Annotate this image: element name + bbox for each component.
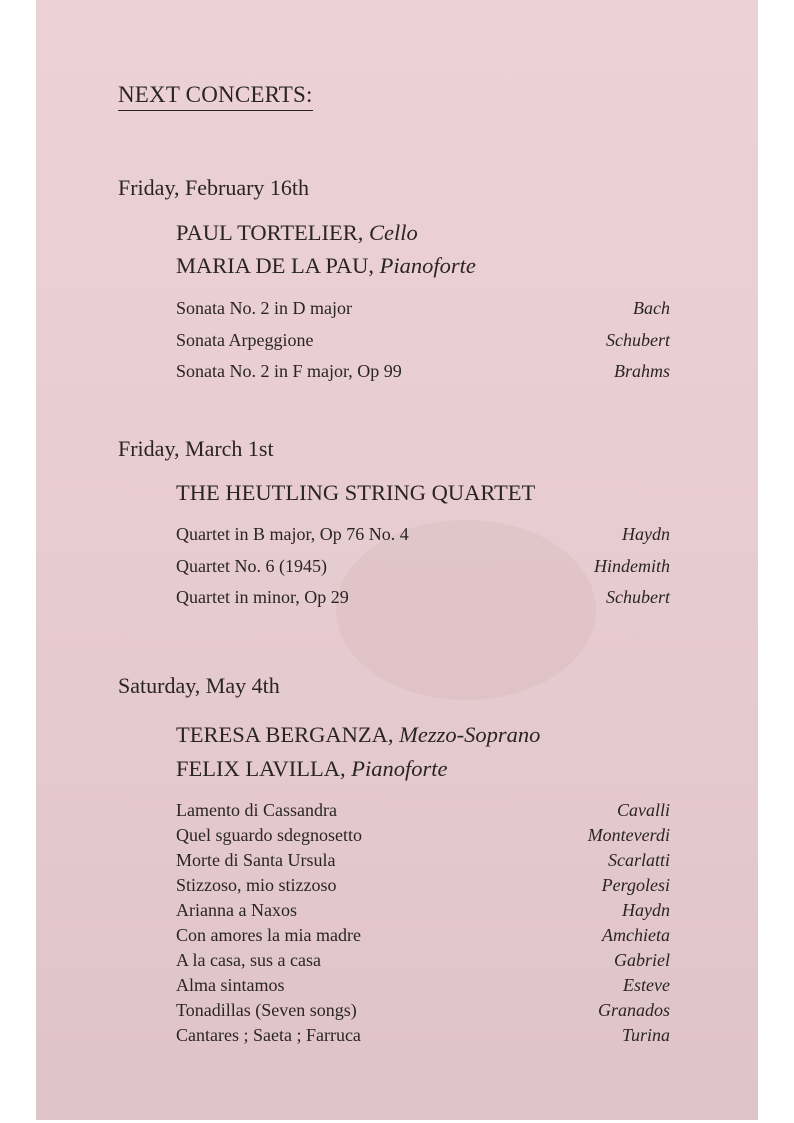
piece-title: Stizzoso, mio stizzoso	[176, 875, 337, 895]
program-row	[176, 950, 670, 975]
piece-title: Quel sguardo sdegnosetto	[176, 825, 362, 845]
performer-name: FELIX LAVILLA,	[176, 756, 352, 781]
program-row	[176, 800, 670, 825]
program-row	[176, 361, 670, 393]
piece-title: Con amores la mia madre	[176, 925, 361, 945]
program-row	[176, 524, 670, 556]
performer-line	[176, 722, 540, 748]
composer-name: Hindemith	[594, 555, 670, 576]
performer-name: PAUL TORTELIER,	[176, 220, 370, 245]
performer-line	[176, 480, 535, 506]
piece-title: Quartet No. 6 (1945)	[176, 555, 327, 576]
piece-title: Morte di Santa Ursula	[176, 850, 336, 870]
composer-name: Amchieta	[602, 925, 670, 945]
program-list	[176, 298, 670, 393]
piece-title: Sonata No. 2 in D major	[176, 298, 352, 318]
program-row	[176, 900, 670, 925]
performer-instrument: Mezzo-Soprano	[399, 722, 541, 747]
composer-name: Granados	[597, 1000, 670, 1020]
program-row	[176, 1025, 670, 1050]
performer-line	[176, 220, 418, 246]
performer-instrument: Pianoforte	[351, 756, 448, 781]
program-row	[176, 1000, 670, 1025]
piece-title: Lamento di Cassandra	[176, 800, 337, 820]
page-heading: NEXT CONCERTS:	[118, 82, 313, 111]
piece-title: Alma sintamos	[176, 975, 285, 995]
composer-name: Scarlatti	[608, 850, 670, 870]
program-row	[176, 298, 670, 330]
program-row	[176, 925, 670, 950]
performer-line	[176, 253, 476, 279]
program-row	[176, 850, 670, 875]
performer-name: THE HEUTLING STRING QUARTET	[176, 480, 536, 505]
composer-name: Schubert	[606, 329, 670, 350]
composer-name: Turina	[621, 1025, 670, 1045]
piece-title: Quartet in B major, Op 76 No. 4	[176, 524, 409, 544]
composer-name: Cavalli	[617, 800, 670, 820]
concert-date: Friday, February 16th	[118, 175, 310, 200]
composer-name: Monteverdi	[587, 825, 670, 845]
program-list	[176, 524, 670, 619]
performer-name: MARIA DE LA PAU,	[176, 253, 380, 278]
piece-title: Sonata No. 2 in F major, Op 99	[176, 361, 402, 381]
composer-name: Brahms	[613, 361, 670, 381]
composer-name: Haydn	[622, 900, 670, 920]
performer-instrument: Cello	[369, 220, 418, 245]
program-row	[176, 875, 670, 900]
program-row	[176, 825, 670, 850]
performer-line	[176, 756, 447, 782]
performer-instrument: Pianoforte	[379, 253, 476, 278]
program-row	[176, 330, 670, 362]
program-row	[176, 587, 670, 619]
piece-title: Tonadillas (Seven songs)	[176, 1000, 357, 1020]
piece-title: Cantares ; Saeta ; Farruca	[176, 1025, 361, 1045]
composer-name: Haydn	[622, 524, 670, 544]
piece-title: A la casa, sus a casa	[176, 950, 321, 970]
performer-name: TERESA BERGANZA,	[176, 722, 400, 747]
piece-title: Sonata Arpeggione	[176, 329, 314, 350]
programme-sheet	[36, 0, 758, 1120]
piece-title: Arianna a Naxos	[176, 900, 297, 920]
concert-date: Friday, March 1st	[118, 436, 274, 461]
program-row	[176, 975, 670, 1000]
concert-date: Saturday, May 4th	[118, 673, 280, 698]
composer-name: Schubert	[606, 587, 670, 607]
composer-name: Esteve	[623, 975, 670, 995]
program-list	[176, 800, 670, 1050]
piece-title: Quartet in minor, Op 29	[176, 587, 349, 607]
composer-name: Bach	[633, 298, 670, 318]
program-row	[176, 556, 670, 588]
composer-name: Gabriel	[614, 950, 670, 970]
composer-name: Pergolesi	[601, 875, 670, 895]
